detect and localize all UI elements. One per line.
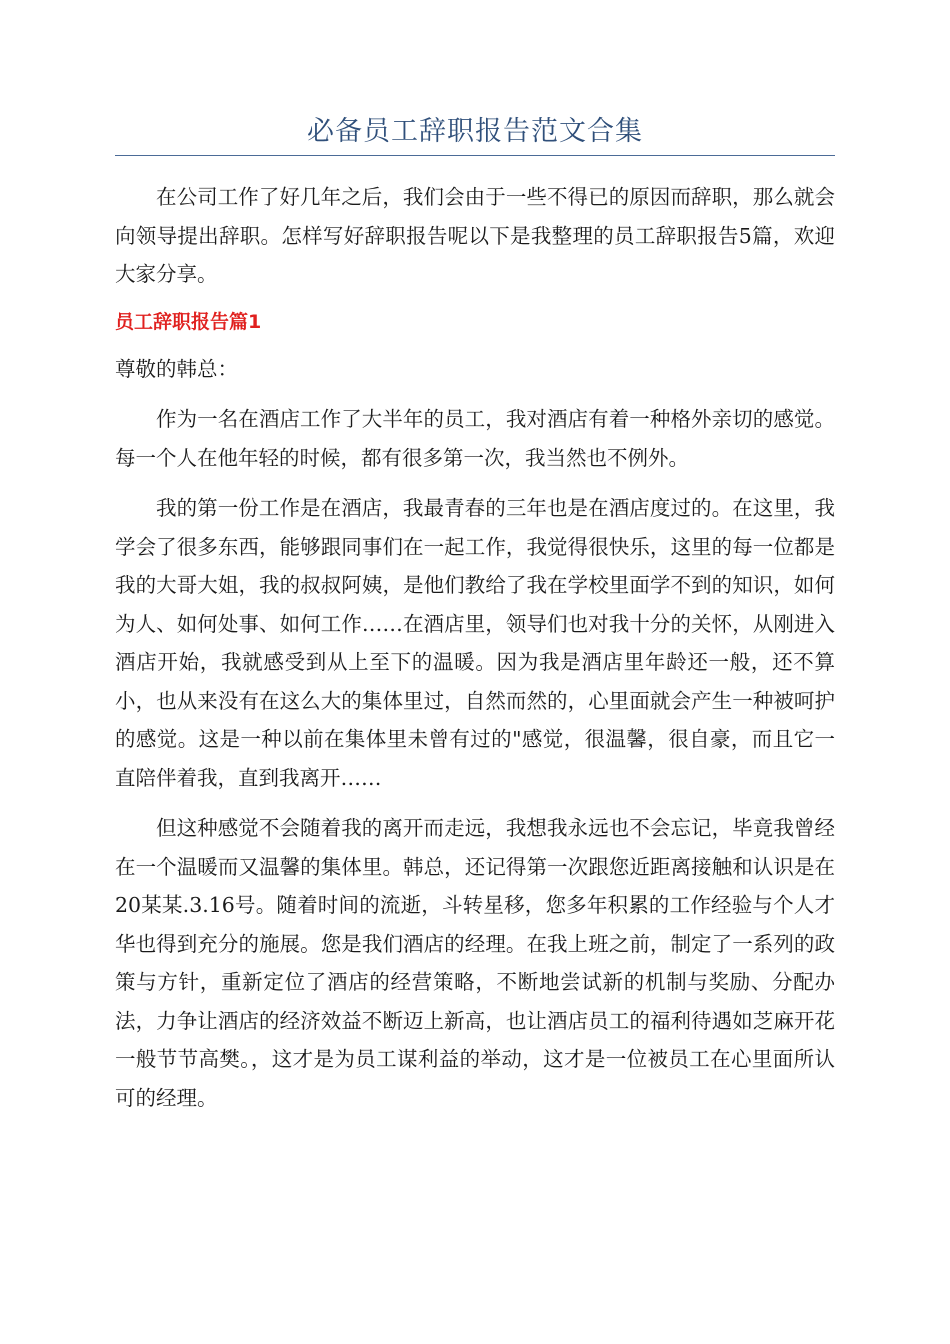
body-paragraph-1: 作为一名在酒店工作了大半年的员工，我对酒店有着一种格外亲切的感觉。每一个人在他年轻的时候，都有很多第一次，我当然也不例外。 [115, 407, 835, 470]
body-paragraph-3: 但这种感觉不会随着我的离开而走远，我想我永远也不会忘记，毕竟我曾经在一个温暖而又温馨的集体里。韩总，还记得第一次跟您近距离接触和认识是在20某某.3.16号。随着时间的流逝，斗转星移，您多年积累的工作经验与个人才华也得到充分的施展。您是我们酒店的经理。在我上班之前，制定了一系列的政策与方针，重新定位了酒店的经营策略，不断地尝试新的机制与奖励、分配办法，力争让酒店的经济效益不断迈上新高，也让酒店员工的福利待遇如芝麻开花一般节节高樊。，这才是为员工谋利益的举动，这才是一位被员工在心里面所认可的经理。 [115, 816, 835, 1110]
title-underline [115, 155, 835, 156]
document-body [115, 178, 835, 1117]
salutation: 尊敬的韩总： [115, 356, 238, 381]
intro-paragraph: 在公司工作了好几年之后，我们会由于一些不得已的原因而辞职，那么就会向领导提出辞职。怎样写好辞职报告呢以下是我整理的员工辞职报告5篇，欢迎大家分享。 [115, 185, 835, 286]
section-heading: 员工辞职报告篇1 [115, 310, 262, 333]
body-paragraph-2: 我的第一份工作是在酒店，我最青春的三年也是在酒店度过的。在这里，我学会了很多东西，能够跟同事们在一起工作，我觉得很快乐，这里的每一位都是我的大哥大姐，我的叔叔阿姨，是他们教给了我在学校里面学不到的知识，如何为人、如何处事、如何工作……在酒店里，领导们也对我十分的关怀，从刚进入酒店开始，我就感受到从上至下的温暖。因为我是酒店里年龄还一般，还不算小，也从来没有在这么大的集体里过，自然而然的，心里面就会产生一种被呵护的感觉。这是一种以前在集体里未曾有过的"感觉，很温馨，很自豪，而且它一直陪伴着我，直到我离开…… [115, 496, 835, 790]
document-title: 必备员工辞职报告范文合集 [307, 116, 643, 147]
